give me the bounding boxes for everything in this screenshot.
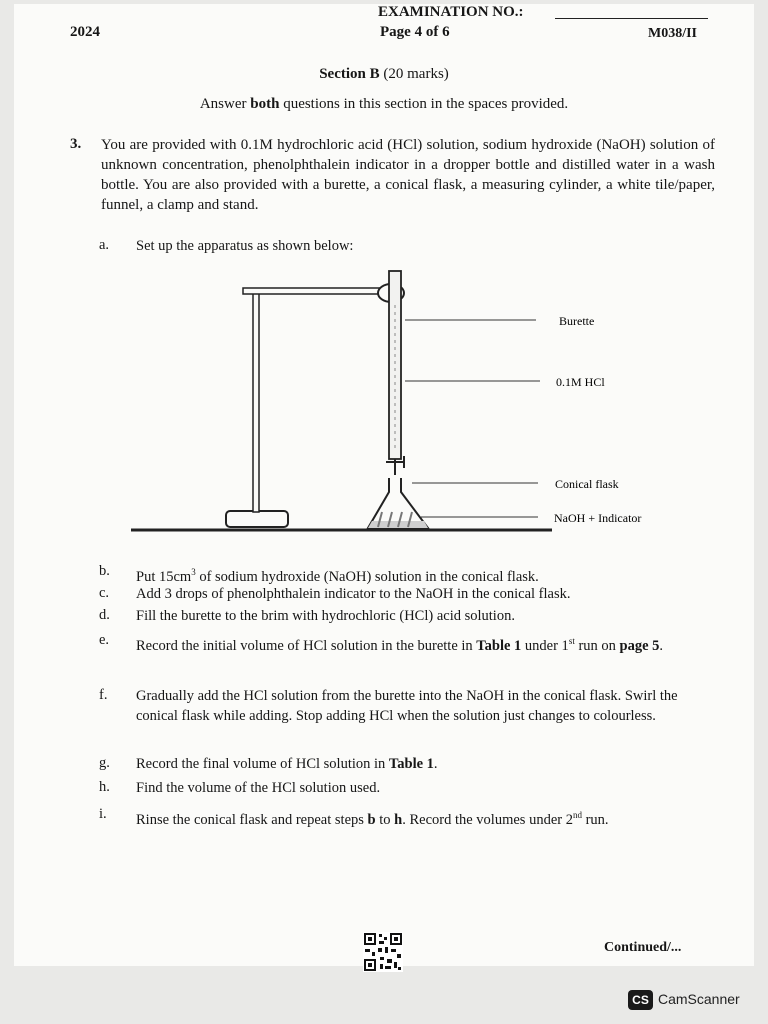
instruction-bold: both — [250, 96, 280, 112]
step-g-post: . — [433, 756, 438, 772]
page-indicator: Page 4 of 6 — [380, 24, 450, 40]
step-h-text: Find the volume of the HCl solution used. — [136, 780, 381, 796]
camscanner-logo-icon: CS — [628, 990, 653, 1010]
stand-rod — [253, 289, 259, 512]
step-e-page-ref: page 5 — [619, 637, 660, 654]
step-e-pre: Record the initial volume of HCl solution in the burette in — [136, 637, 477, 654]
section-title-bold: Section B — [319, 66, 380, 82]
step-d-letter: d. — [99, 607, 110, 623]
question-number: 3. — [70, 136, 82, 152]
paper-code: M038/II — [648, 26, 697, 41]
continued-note: Continued/... — [604, 940, 682, 955]
step-b-pre: Put 15cm — [136, 568, 192, 585]
clamp-arm — [243, 288, 383, 294]
label-hcl: 0.1M HCl — [556, 375, 605, 389]
step-b-sup: 3 — [191, 567, 196, 577]
step-e-post: . — [659, 637, 664, 654]
instruction-post: questions in this section in the spaces provided. — [279, 96, 569, 112]
step-i-bold-h: h — [394, 811, 403, 828]
qr-code-icon — [363, 932, 403, 972]
question-text: You are provided with 0.1M hydrochloric acid (HCl) solution, sodium hydroxide (NaOH) solution of unknown concentration, phenolphthalein indicator in a dropper bottle and distilled water in a wash bottle. You are also provided with a burette, a conical flask, a measuring cylinder, a white tile/paper, funnel, a clamp and stand. — [101, 137, 715, 213]
step-i-bold-b: b — [367, 811, 376, 828]
step-e-text — [136, 631, 704, 656]
step-d-text: Fill the burette to the brim with hydrochloric (HCl) acid solution. — [136, 608, 515, 624]
step-e-letter: e. — [99, 632, 110, 648]
label-naoh-indicator: NaOH + Indicator — [554, 511, 642, 525]
burette — [389, 271, 401, 459]
step-g-pre: Record the final volume of HCl solution in — [136, 756, 389, 772]
step-i-mid2: . Record the volumes under 2 — [402, 811, 573, 828]
step-f-text: Gradually add the HCl solution from the burette into the NaOH in the conical flask. Swirl the conical flask while adding. Stop adding HCl when the solution just changes to colourless. — [136, 688, 678, 724]
step-g-table-ref: Table 1 — [388, 756, 434, 772]
step-e-table-ref: Table 1 — [476, 637, 522, 654]
step-i-post: run. — [581, 811, 609, 828]
camscanner-watermark: CamScanner — [658, 991, 740, 1007]
step-i-letter: i. — [99, 806, 107, 822]
exam-number-label: EXAMINATION NO.: — [378, 4, 524, 20]
stand-base — [226, 511, 288, 527]
instruction-pre: Answer — [199, 96, 251, 112]
step-i-mid: to — [375, 811, 395, 828]
step-b-letter: b. — [99, 563, 110, 579]
step-i-pre: Rinse the conical flask and repeat steps — [136, 811, 368, 828]
label-conical-flask: Conical flask — [555, 477, 619, 491]
conical-flask — [368, 478, 428, 528]
step-i-text — [136, 805, 704, 830]
step-g-text — [136, 754, 704, 774]
step-i-sup: nd — [572, 810, 582, 820]
step-e-mid2: run on — [574, 637, 620, 654]
label-burette: Burette — [559, 314, 595, 328]
step-c-letter: c. — [99, 585, 110, 601]
step-a-letter: a. — [99, 237, 110, 253]
step-g-letter: g. — [99, 755, 110, 771]
step-e-sup: st — [568, 636, 575, 646]
step-f-letter: f. — [99, 687, 108, 703]
step-e-mid: under 1 — [521, 637, 569, 654]
section-title-marks: (20 marks) — [379, 66, 449, 82]
header-year: 2024 — [70, 24, 100, 40]
step-b-post: of sodium hydroxide (NaOH) solution in the conical flask. — [195, 568, 539, 585]
step-h-letter: h. — [99, 779, 110, 795]
step-a-text: Set up the apparatus as shown below: — [136, 238, 354, 254]
step-c-text: Add 3 drops of phenolphthalein indicator to the NaOH in the conical flask. — [136, 586, 571, 602]
